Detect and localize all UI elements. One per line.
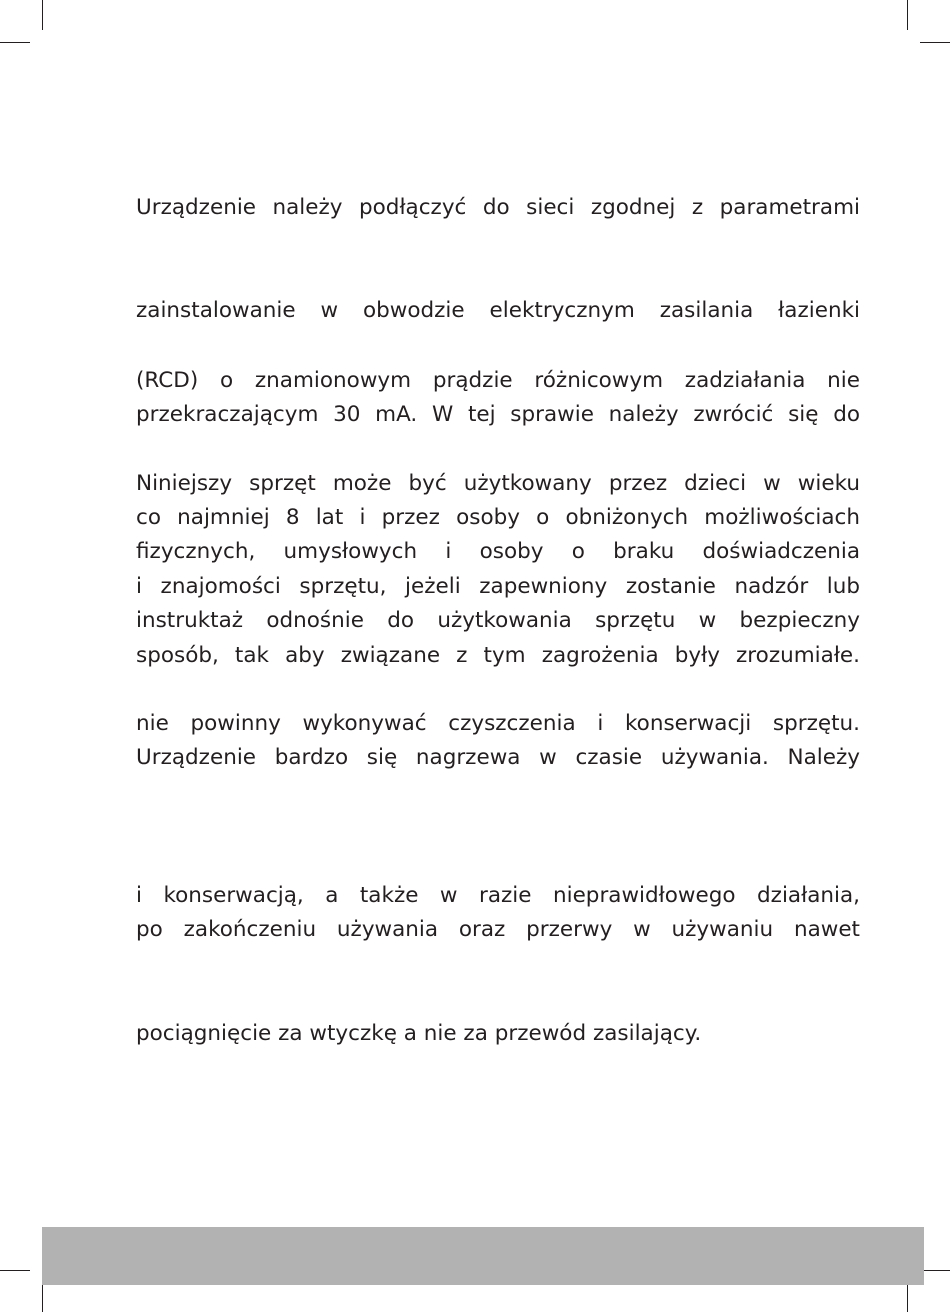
crop-mark-top-right-vertical [907, 0, 908, 30]
text-line: przekraczającym 30 mA. W tej sprawie należy zwrócić się do [136, 402, 860, 427]
crop-mark-bottom-left-horizontal [0, 1270, 30, 1271]
text-line: fizycznych, umysłowych i osoby o braku doświadczenia [136, 539, 860, 564]
crop-mark-top-left-horizontal [0, 42, 30, 43]
crop-mark-top-right-horizontal [920, 42, 950, 43]
text-line: co najmniej 8 lat i przez osoby o obniżonych możliwościach [136, 505, 860, 530]
text-line: Urządzenie bardzo się nagrzewa w czasie używania. Należy [136, 745, 860, 770]
text-line: instruktaż odnośnie do użytkowania sprzętu w bezpieczny [136, 608, 860, 633]
text-line: zainstalowanie w obwodzie elektrycznym zasilania łazienki [136, 298, 860, 323]
text-line: Niniejszy sprzęt może być użytkowany przez dzieci w wieku [136, 471, 860, 496]
text-line: pociągnięcie za wtyczkę a nie za przewód zasilający. [136, 1021, 702, 1046]
text-line: nie powinny wykonywać czyszczenia i konserwacji sprzętu. [136, 711, 860, 736]
text-line: po zakończeniu używania oraz przerwy w używaniu nawet [136, 917, 860, 942]
crop-mark-bottom-right-vertical [907, 1282, 908, 1312]
crop-mark-bottom-right-horizontal [920, 1270, 950, 1271]
text-line: Urządzenie należy podłączyć do sieci zgodnej z parametrami [136, 195, 860, 220]
crop-mark-top-left-vertical [42, 0, 43, 30]
crop-mark-bottom-left-vertical [42, 1282, 43, 1312]
footer-bar [42, 1227, 924, 1285]
text-line: (RCD) o znamionowym prądzie różnicowym zadziałania nie [136, 368, 860, 393]
text-line: sposób, tak aby związane z tym zagrożenia były zrozumiałe. [136, 643, 860, 668]
text-line: i konserwacją, a także w razie nieprawidłowego działania, [136, 883, 860, 908]
text-line: i znajomości sprzętu, jeżeli zapewniony zostanie nadzór lub [136, 574, 860, 599]
